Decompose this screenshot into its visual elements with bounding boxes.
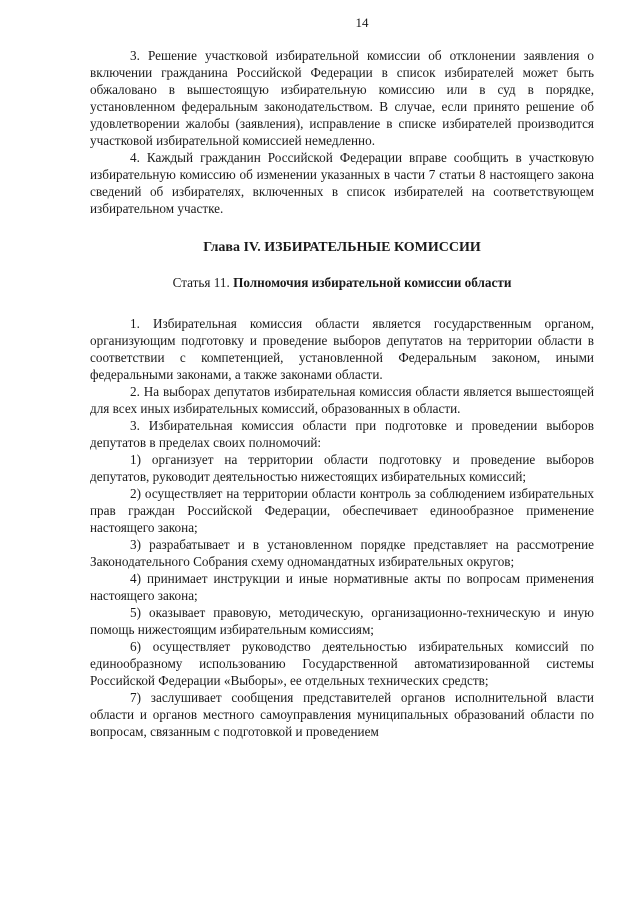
paragraph-before-2: 4. Каждый гражданин Российской Федерации вправе сообщить в участковую избирательную комиссию об изменении указанных в части 7 статьи 8 настоящего закона сведений об избирателях, включенных в список избирателей на соответствующем избирательном участке. xyxy=(90,150,594,216)
article-prefix: Статья 11. xyxy=(172,275,230,290)
list-item-2: 2) осуществляет на территории области контроль за соблюдением избирательных прав граждан Российской Федерации, обеспечивает единообразное применение настоящего закона; xyxy=(90,486,594,535)
list-item-1: 1) организует на территории области подготовку и проведение выборов депутатов, руководит деятельностью нижестоящих избирательных комиссий; xyxy=(90,452,594,484)
list-item-6: 6) осуществляет руководство деятельностью избирательных комиссий по единообразному использованию Государственной автоматизированной системы Российской Федерации «Выборы», ее отдельных технических средств; xyxy=(90,639,594,688)
page-number: 14 xyxy=(355,15,369,30)
paragraph-1: 1. Избирательная комиссия области является государственным органом, организующим подготовку и проведение выборов депутатов на территории области в соответствии с компетенцией, установленной Федеральным законом, иными федеральными законами, а также законами области. xyxy=(90,316,594,382)
list-item-7: 7) заслушивает сообщения представителей органов исполнительной власти области и органов местного самоуправления муниципальных образований области по вопросам, связанным с подготовкой и проведением xyxy=(90,690,594,739)
list-item-4: 4) принимает инструкции и иные нормативные акты по вопросам применения настоящего закона; xyxy=(90,571,594,603)
article-heading xyxy=(90,274,594,291)
paragraph-3: 3. Избирательная комиссия области при подготовке и проведении выборов депутатов в пределах своих полномочий: xyxy=(90,418,594,450)
paragraph-before-1: 3. Решение участковой избирательной комиссии об отклонении заявления о включении гражданина Российской Федерации в список избирателей может быть обжаловано в вышестоящую избирательную комиссию или в суд в порядке, установленном федеральным законодательством. В случае, если принято решение об удовлетворении жалобы (заявления), исправление в списке избирателей производится участковой избирательной комиссией немедленно. xyxy=(90,48,594,148)
article-title: Полномочия избирательной комиссии области xyxy=(233,275,512,290)
list-item-5: 5) оказывает правовую, методическую, организационно-техническую и иную помощь нижестоящим избирательным комиссиям; xyxy=(90,605,594,637)
chapter-heading: Глава IV. ИЗБИРАТЕЛЬНЫЕ КОМИССИИ xyxy=(203,240,481,255)
list-item-3: 3) разрабатывает и в установленном порядке представляет на рассмотрение Законодательного Собрания схему одномандатных избирательных округов; xyxy=(90,537,594,569)
paragraph-2: 2. На выборах депутатов избирательная комиссия области является вышестоящей для всех иных избирательных комиссий, образованных в области. xyxy=(90,384,594,416)
